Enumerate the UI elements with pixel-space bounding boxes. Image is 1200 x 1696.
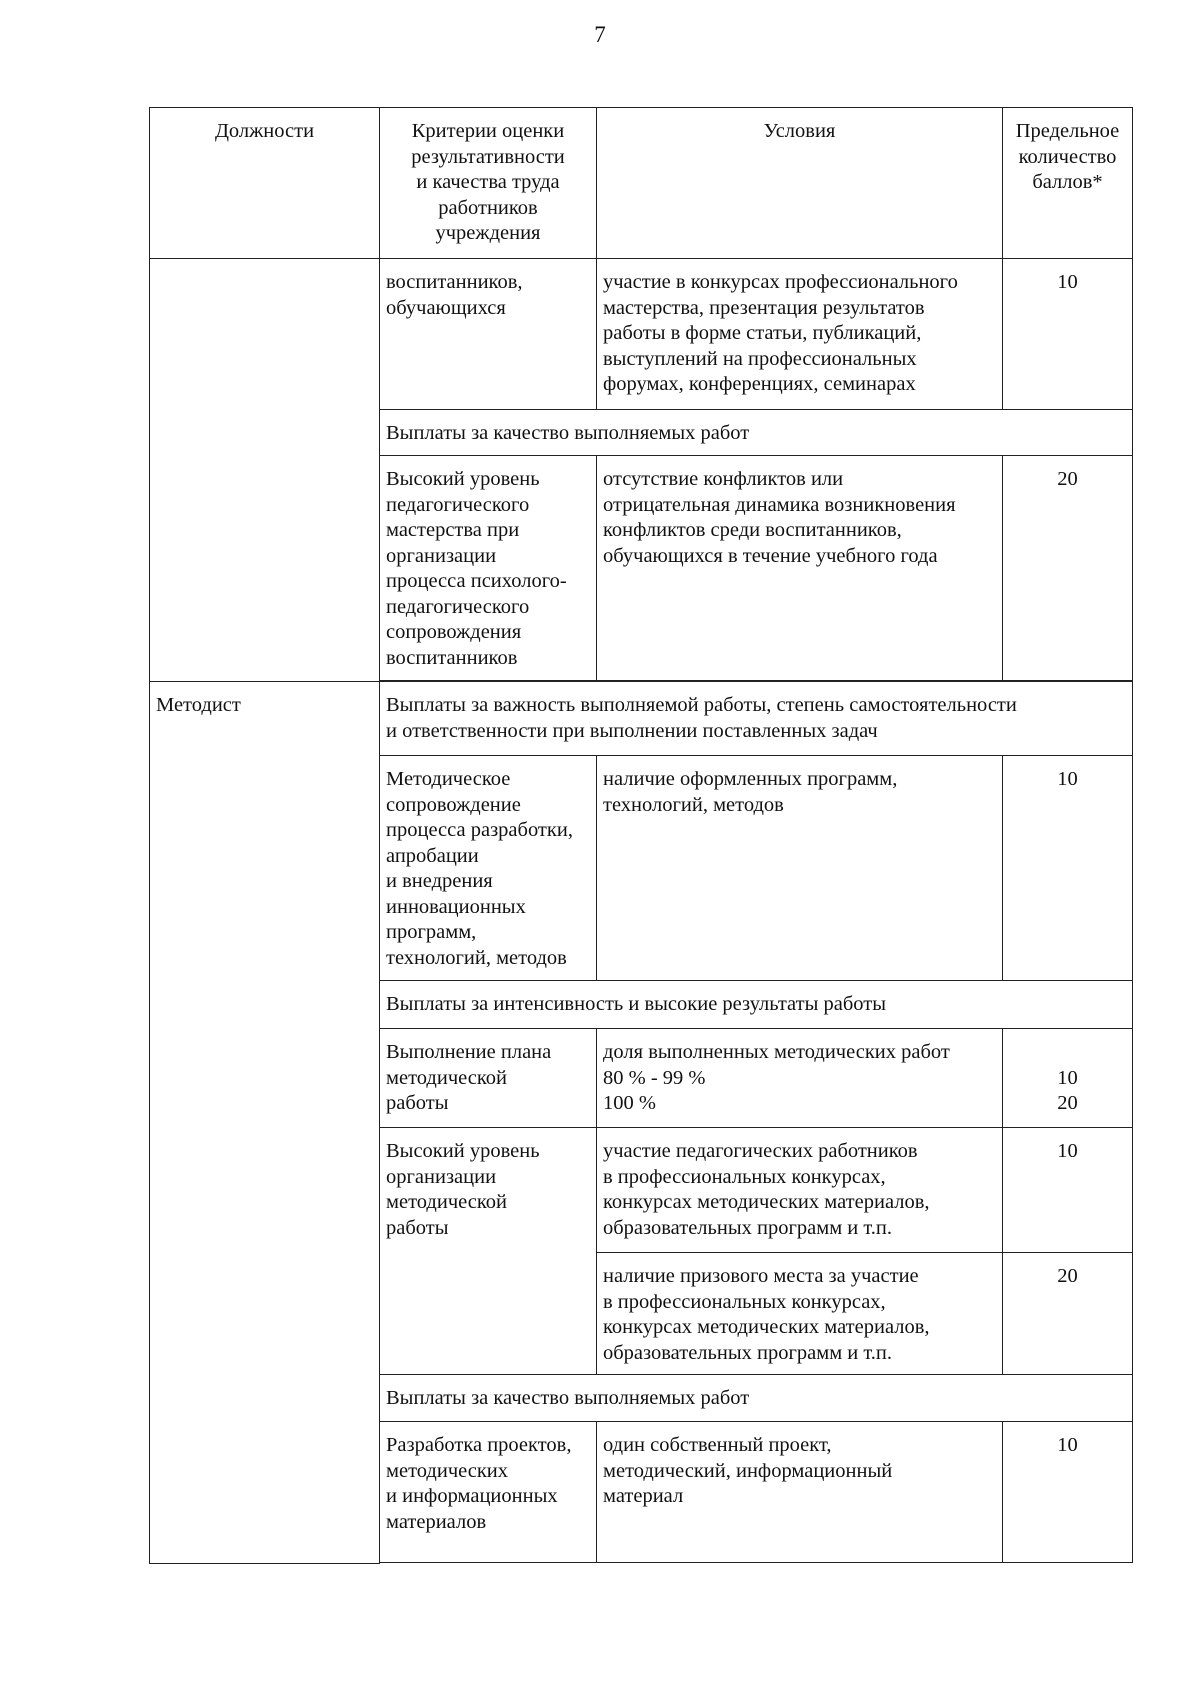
header-criteria: Критерии оценки результативности и качества труда работников учреждения (380, 108, 597, 259)
points-cell: 10 (1003, 756, 1133, 981)
points-cell: 10 (1003, 1128, 1133, 1253)
condition-cell: участие педагогических работников в профессиональных конкурсах, конкурсах методических материалов, образовательных программ и т.п. (597, 1128, 1003, 1253)
points-cell: 10 (1003, 1422, 1133, 1563)
points-cell: 20 (1003, 456, 1133, 681)
points-cell: 10 20 (1003, 1029, 1133, 1128)
position-methodist: Методист (150, 682, 380, 1564)
criterion-cell: воспитанников, обучающихся (380, 259, 597, 410)
section-heading: Выплаты за интенсивность и высокие результаты работы (380, 981, 1133, 1029)
criterion-cell: Разработка проектов, методических и информационных материалов (380, 1422, 597, 1563)
section-heading: Выплаты за качество выполняемых работ (380, 410, 1133, 456)
criteria-table (149, 107, 1133, 1564)
header-positions: Должности (150, 108, 380, 259)
criterion-cell: Выполнение плана методической работы (380, 1029, 597, 1128)
criterion-cell: Высокий уровень педагогического мастерства при организации процесса психолого- педагогического сопровождения воспитанников (380, 456, 597, 681)
criterion-cell: Методическое сопровождение процесса разработки, апробации и внедрения инновационных программ, технологий, методов (380, 756, 597, 981)
points-cell: 20 (1003, 1253, 1133, 1375)
condition-cell: наличие оформленных программ, технологий, методов (597, 756, 1003, 981)
condition-cell: один собственный проект, методический, информационный материал (597, 1422, 1003, 1563)
section-row (150, 682, 1133, 756)
header-conditions: Условия (597, 108, 1003, 259)
header-max-points: Предельное количество баллов* (1003, 108, 1133, 259)
points-cell: 10 (1003, 259, 1133, 410)
condition-cell: наличие призового места за участие в профессиональных конкурсах, конкурсах методических материалов, образовательных программ и т.п. (597, 1253, 1003, 1375)
condition-cell: доля выполненных методических работ 80 % - 99 % 100 % (597, 1029, 1003, 1128)
criterion-cell: Высокий уровень организации методической работы (380, 1128, 597, 1375)
table-row (150, 259, 1133, 410)
page-number: 7 (594, 22, 606, 47)
condition-cell: участие в конкурсах профессионального мастерства, презентация результатов работы в форме статьи, публикаций, выступлений на профессиональных форумах, конференциях, семинарах (597, 259, 1003, 410)
condition-cell: отсутствие конфликтов или отрицательная динамика возникновения конфликтов среди воспитанников, обучающихся в течение учебного года (597, 456, 1003, 681)
section-heading: Выплаты за качество выполняемых работ (380, 1375, 1133, 1422)
section-heading: Выплаты за важность выполняемой работы, степень самостоятельности и ответственности при выполнении поставленных задач (380, 682, 1133, 756)
position-cell-continued (150, 259, 380, 682)
table-header-row (150, 108, 1133, 259)
